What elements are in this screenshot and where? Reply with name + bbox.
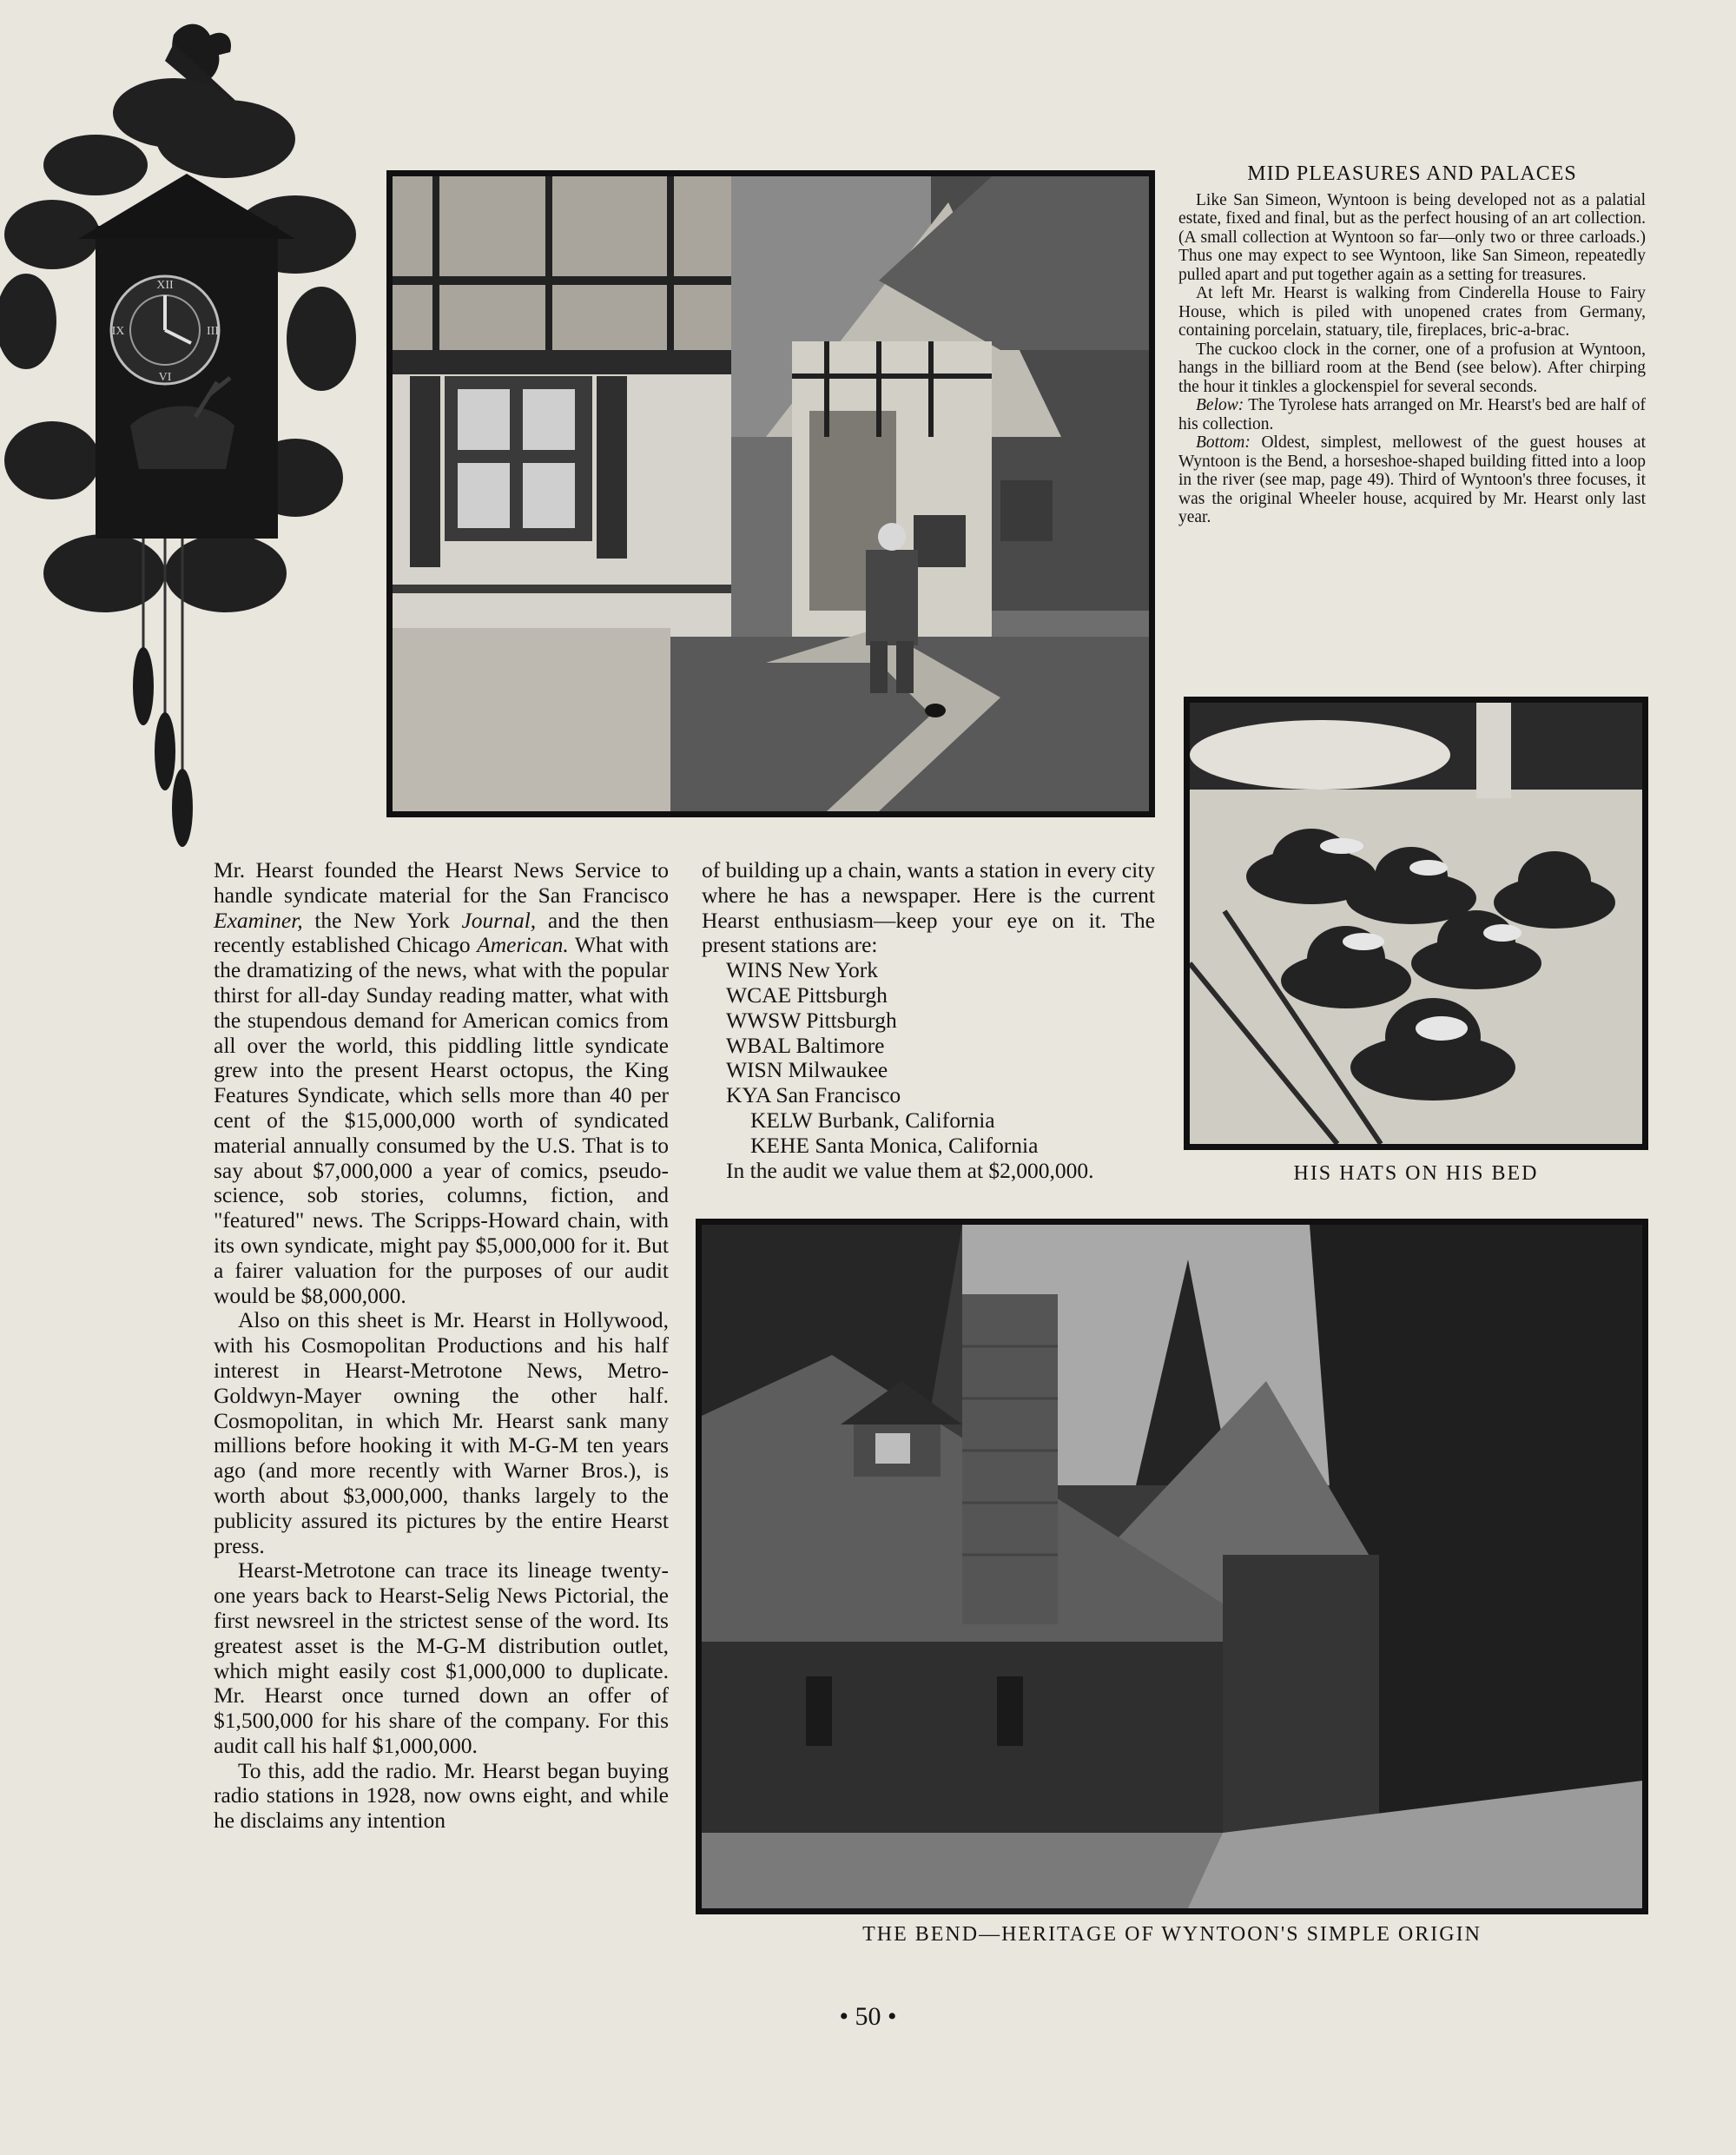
sidebar-label-below: Below:	[1196, 396, 1244, 414]
radio-station: WBAL Baltimore	[726, 1032, 885, 1058]
article-paragraph: Hearst-Metrotone can trace its lineage twenty-one years back to Hearst-Selig News Pictorial, the first newsreel in the strictest sense of the word. Its greatest asset is the M-G-M distribution outlet, which might easily cost $1,000,000 to duplicate. Mr. Hearst once turned down an offer of $1,500,000 for his share of the company. For this audit call his half $1,000,000.	[214, 1557, 669, 1758]
hats-on-bed-photo	[1184, 697, 1648, 1150]
article-column-2	[702, 858, 1155, 1183]
article-paragraph: of building up a chain, wants a station in every city where he has a newspaper. Here is the current Hearst enthusiasm—keep your eye on it. The present stations are:	[702, 857, 1155, 958]
article-paragraph: To this, add the radio. Mr. Hearst began buying radio stations in 1928, now owns eight, and while he disclaims any intention	[214, 1757, 669, 1834]
hearst-walking-photo	[386, 170, 1155, 817]
svg-text:IX: IX	[111, 325, 125, 338]
article-text: What with the dramatizing of the news, what with the popular thirst for all-day Sunday reading matter, what with the stupendous demand for American comics from all over the world, this piddling little syndicate grew into the present Hearst octopus, the King Features Syndicate, which sells more than 40 per cent of the $15,000,000 worth of syndicated material annually consumed by the U.S. That is to say about $7,000,000 a year of comics, pseudo-science, sob stories, columns, fiction, and "featured" news. The Scripps-Howard chain, with its own syndicate, might pay $5,000,000 for it. But a fairer valuation for the purposes of our audit would be $8,000,000.	[214, 932, 669, 1308]
svg-text:III: III	[207, 325, 219, 338]
sidebar-paragraph	[1178, 396, 1646, 433]
page-number: • 50 •	[839, 2002, 897, 2031]
article-paragraph	[214, 858, 669, 1308]
the-bend-photo	[696, 1219, 1648, 1914]
radio-station: WCAE Pittsburgh	[726, 982, 888, 1008]
article-paragraph: In the audit we value them at $2,000,000.	[726, 1157, 1094, 1183]
sidebar-paragraph	[1178, 433, 1646, 527]
sidebar-paragraph: At left Mr. Hearst is walking from Cinderella House to Fairy House, which is piled with unopened crates from Germany, containing porcelain, statuary, tile, fireplaces, bric-a-brac.	[1178, 284, 1646, 340]
newspaper-name: American.	[477, 932, 569, 958]
sidebar-heading: MID PLEASURES AND PALACES	[1247, 162, 1577, 185]
sidebar-label-bottom: Bottom:	[1196, 433, 1251, 452]
sidebar-paragraph: The cuckoo clock in the corner, one of a profusion at Wyntoon, hangs in the billiard room at the Bend (see below). After chirping the hour it tinkles a glockenspiel for several seconds.	[1178, 340, 1646, 396]
sidebar-text: Oldest, simplest, mellowest of the guest houses at Wyntoon is the Bend, a horseshoe-shaped building fitted into a loop in the river (see map, page 49). Third of Wyntoon's three focuses, it was the original Wheeler house, acquired by Mr. Hearst only last year.	[1178, 433, 1646, 526]
sidebar-article	[1178, 162, 1646, 527]
sidebar-paragraph: Like San Simeon, Wyntoon is being developed not as a palatial estate, fixed and final, but as the perfect housing of an art collection. (A small collection at Wyntoon so far—only two or three carloads.) Thus one may expect to see Wyntoon, like San Simeon, repeatedly pulled apart and put together again as a setting for treasures.	[1178, 190, 1646, 284]
radio-station: WISN Milwaukee	[726, 1057, 888, 1083]
article-text: and the then recently established Chicago	[214, 907, 669, 958]
newspaper-name: Examiner,	[214, 907, 303, 933]
radio-station: WINS New York	[726, 957, 878, 983]
svg-text:VI: VI	[158, 371, 172, 384]
article-paragraph: Also on this sheet is Mr. Hearst in Hollywood, with his Cosmopolitan Productions and his half interest in Hearst-Metrotone News, Metro-Goldwyn-Mayer owning the other half. Cosmopolitan, in which Mr. Hearst sank many millions before hooking it with M-G-M ten years ago (and more recently with Warner Bros.), is worth about $3,000,000, thanks largely to the publicity assured its pictures by the entire Hearst press.	[214, 1307, 669, 1558]
newspaper-name: Journal,	[461, 907, 537, 933]
cuckoo-clock-illustration	[0, 9, 365, 847]
radio-station: KEHE Santa Monica, California	[750, 1132, 1039, 1158]
bend-caption: THE BEND—HERITAGE OF WYNTOON'S SIMPLE ORIGIN	[862, 1923, 1482, 1946]
hats-caption: HIS HATS ON HIS BED	[1293, 1162, 1539, 1185]
svg-text:XII: XII	[156, 279, 174, 292]
radio-station: KYA San Francisco	[726, 1082, 901, 1108]
article-text: Mr. Hearst founded the Hearst News Service to handle syndicate material for the San Francisco	[214, 857, 669, 908]
article-column-1	[214, 858, 669, 1834]
article-text: the New York	[302, 907, 462, 933]
sidebar-text: The Tyrolese hats arranged on Mr. Hearst's bed are half of his collection.	[1178, 396, 1646, 433]
radio-station: KELW Burbank, California	[750, 1107, 995, 1133]
radio-station-list	[726, 958, 1155, 1158]
radio-station: WWSW Pittsburgh	[726, 1007, 897, 1033]
